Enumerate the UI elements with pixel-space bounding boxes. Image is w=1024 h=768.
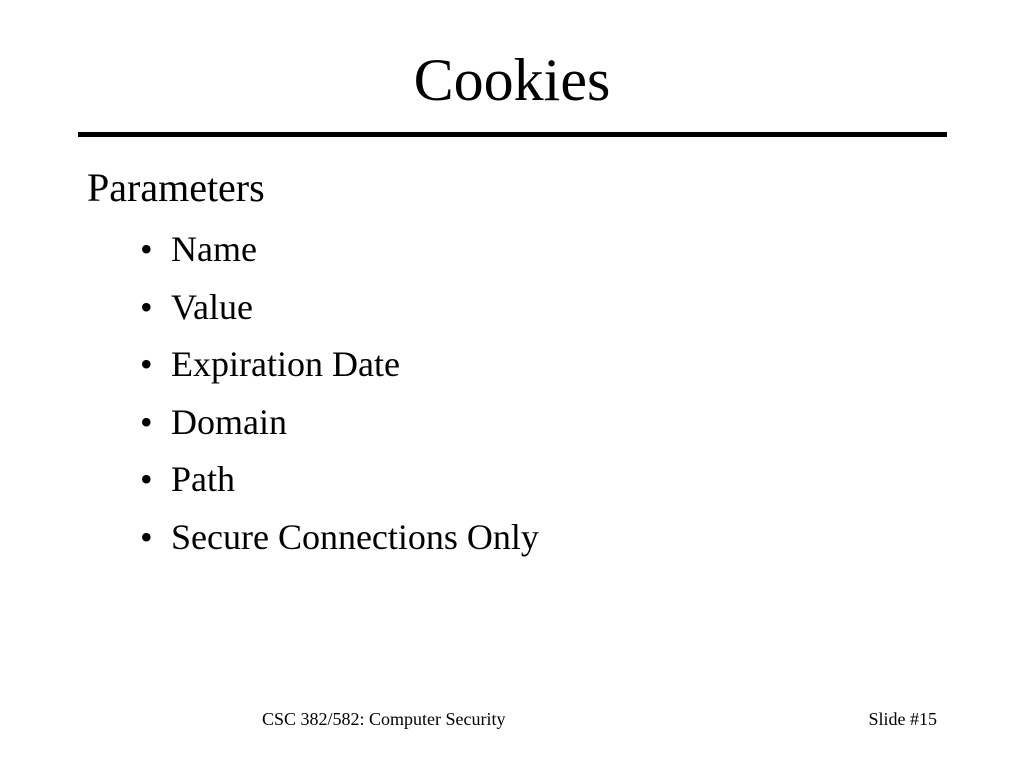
list-item-text: Domain — [171, 401, 287, 442]
title-divider — [78, 132, 947, 137]
list-item-text: Secure Connections Only — [171, 516, 539, 557]
bullet-icon: • — [140, 516, 153, 557]
bullet-icon: • — [140, 459, 153, 499]
list-item-text: Expiration Date — [171, 344, 400, 384]
section-heading: Parameters — [87, 165, 265, 210]
bullet-icon: • — [140, 229, 153, 269]
bullet-icon: • — [140, 401, 153, 442]
list-item-text: Name — [171, 229, 257, 269]
bullet-icon: • — [140, 344, 153, 384]
bullet-icon: • — [140, 286, 153, 327]
list-item-text: Value — [171, 286, 253, 327]
slide-title: Cookies — [413, 47, 611, 113]
footer-slide-number: Slide #15 — [868, 709, 937, 729]
footer-course: CSC 382/582: Computer Security — [262, 709, 506, 729]
list-item-text: Path — [171, 459, 236, 499]
